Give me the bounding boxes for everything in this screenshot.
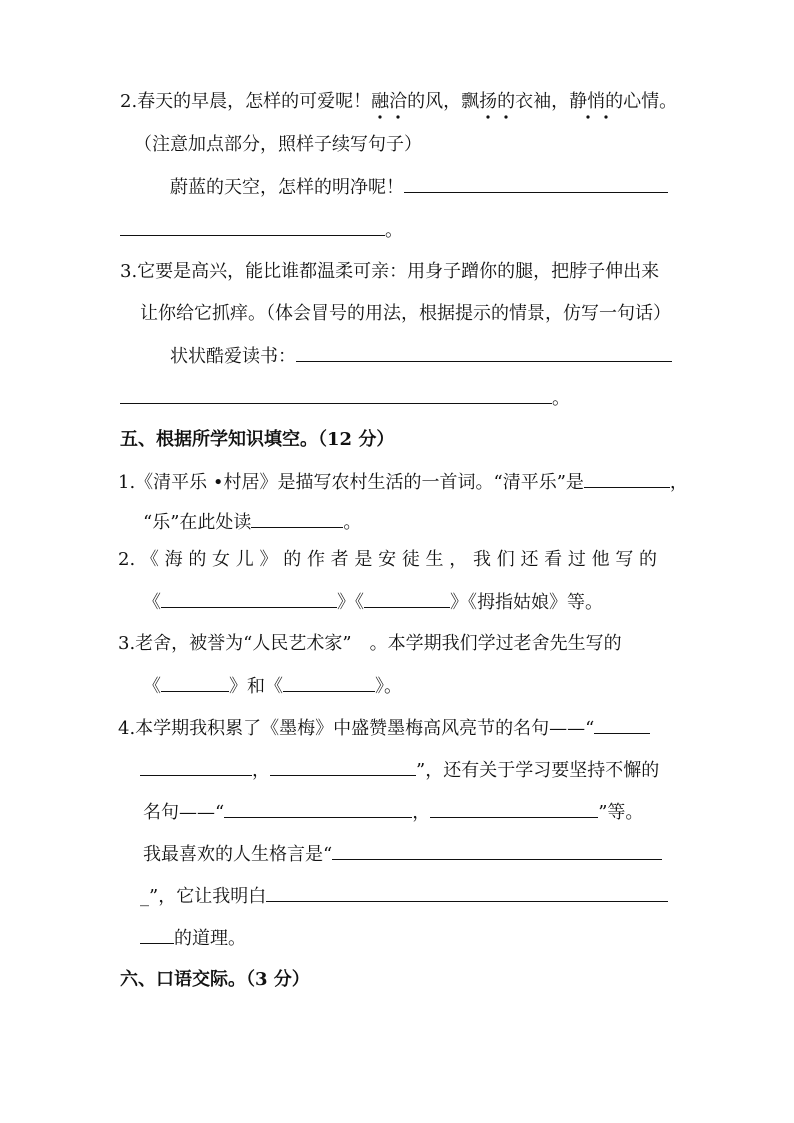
answer-blank[interactable]	[120, 218, 385, 236]
s5-item3-line2	[143, 674, 402, 699]
section-heading: 五、根据所学知识填空。（12 分）	[120, 429, 395, 450]
item4-end: ”等。	[598, 802, 644, 823]
period: 。	[552, 388, 570, 409]
answer-blank[interactable]	[584, 470, 670, 488]
item4-end-2: 的道理。	[174, 928, 246, 949]
s5-item4-line6	[140, 926, 246, 951]
s5-item2-line2	[143, 590, 603, 615]
item4-motto: 我最喜欢的人生格言是“	[143, 844, 333, 865]
item4-text: 4.本学期我积累了《墨梅》中盛赞墨梅高风亮节的名句——“	[118, 718, 595, 739]
s5-item1-line1	[118, 470, 688, 495]
q2-example: 蔚蓝的天空，怎样的明净呢！	[170, 177, 404, 198]
section-heading: 六、口语交际。（3 分）	[120, 969, 310, 990]
q3-line4	[120, 386, 570, 411]
answer-blank[interactable]	[161, 674, 229, 692]
answer-blank[interactable]	[224, 800, 412, 818]
bracket-mid: 》《	[337, 592, 364, 613]
comma: ，	[252, 760, 270, 781]
comma: ，	[412, 802, 431, 823]
q3-line3	[170, 344, 672, 369]
section5-title	[120, 428, 394, 452]
emphasis-dots	[370, 114, 670, 122]
item3-end: 》。	[375, 676, 402, 697]
bracket-mid: 》和《	[229, 676, 283, 697]
bracket-open: 《	[143, 592, 161, 613]
answer-blank[interactable]	[266, 884, 668, 902]
q2-line3	[170, 175, 668, 200]
q2-line4	[120, 218, 403, 243]
answer-blank[interactable]	[332, 842, 662, 860]
item2-text: 2. 《 海 的 女 儿 》 的 作 者 是 安 徒 生 ， 我 们 还 看 过 他 写 的	[118, 549, 658, 570]
q3-line1	[120, 260, 659, 284]
comma: ，	[669, 472, 688, 493]
answer-blank[interactable]	[270, 758, 416, 776]
s5-item2-line1	[118, 548, 657, 572]
answer-blank[interactable]	[140, 926, 174, 944]
q3-text: 3.它要是高兴，能比谁都温柔可亲：用身子蹭你的腿，把脖子伸出来	[120, 261, 660, 282]
q2-line2	[134, 133, 422, 157]
s5-item4-line4	[143, 842, 662, 867]
answer-blank[interactable]	[283, 674, 375, 692]
period: 。	[385, 220, 403, 241]
s5-item4-line5	[140, 884, 668, 909]
item4-text-3: 名句——“	[143, 802, 225, 823]
item1-text: 1.《清平乐 •村居》是描写农村生活的一首词。“清平乐”是	[118, 472, 584, 493]
q3-example: 状状酷爱读书：	[170, 346, 296, 367]
item3-text: 3.老舍，被誉为“人民艺术家” 。本学期我们学过老舍先生写的	[118, 633, 622, 654]
item4-text-2: ”，还有关于学习要坚持不懈的	[416, 760, 660, 781]
answer-blank[interactable]	[296, 344, 672, 362]
answer-blank[interactable]	[430, 800, 598, 818]
s5-item1-line2	[143, 510, 361, 535]
q3-line2	[140, 302, 671, 326]
answer-blank[interactable]	[251, 510, 343, 528]
s5-item4-line2	[140, 758, 659, 783]
s5-item4-line3	[143, 800, 643, 825]
answer-blank[interactable]	[594, 716, 650, 734]
answer-blank[interactable]	[140, 758, 252, 776]
s5-item3-line1	[118, 632, 622, 656]
q2-line1	[120, 90, 677, 114]
period: 。	[343, 512, 362, 533]
bracket-open: 《	[143, 676, 161, 697]
section6-title	[120, 968, 310, 992]
s5-item4-line1	[118, 716, 650, 741]
q3-instruction: 让你给它抓痒。（体会冒号的用法，根据提示的情景，仿写一句话）	[140, 303, 671, 324]
q2-instruction: （注意加点部分，照样子续写句子）	[134, 134, 422, 155]
answer-blank[interactable]	[404, 175, 668, 193]
q2-text: 2.春天的早晨，怎样的可爱呢！融洽的风，飘扬的衣袖，静悄的心情。	[120, 91, 678, 112]
item2-end: 》《拇指姑娘》等。	[450, 592, 603, 613]
item4-text-4: _”，它让我明白	[140, 886, 267, 907]
item1-text-2: “乐”在此处读	[143, 512, 252, 533]
answer-blank[interactable]	[120, 386, 552, 404]
answer-blank[interactable]	[364, 590, 450, 608]
answer-blank[interactable]	[161, 590, 337, 608]
